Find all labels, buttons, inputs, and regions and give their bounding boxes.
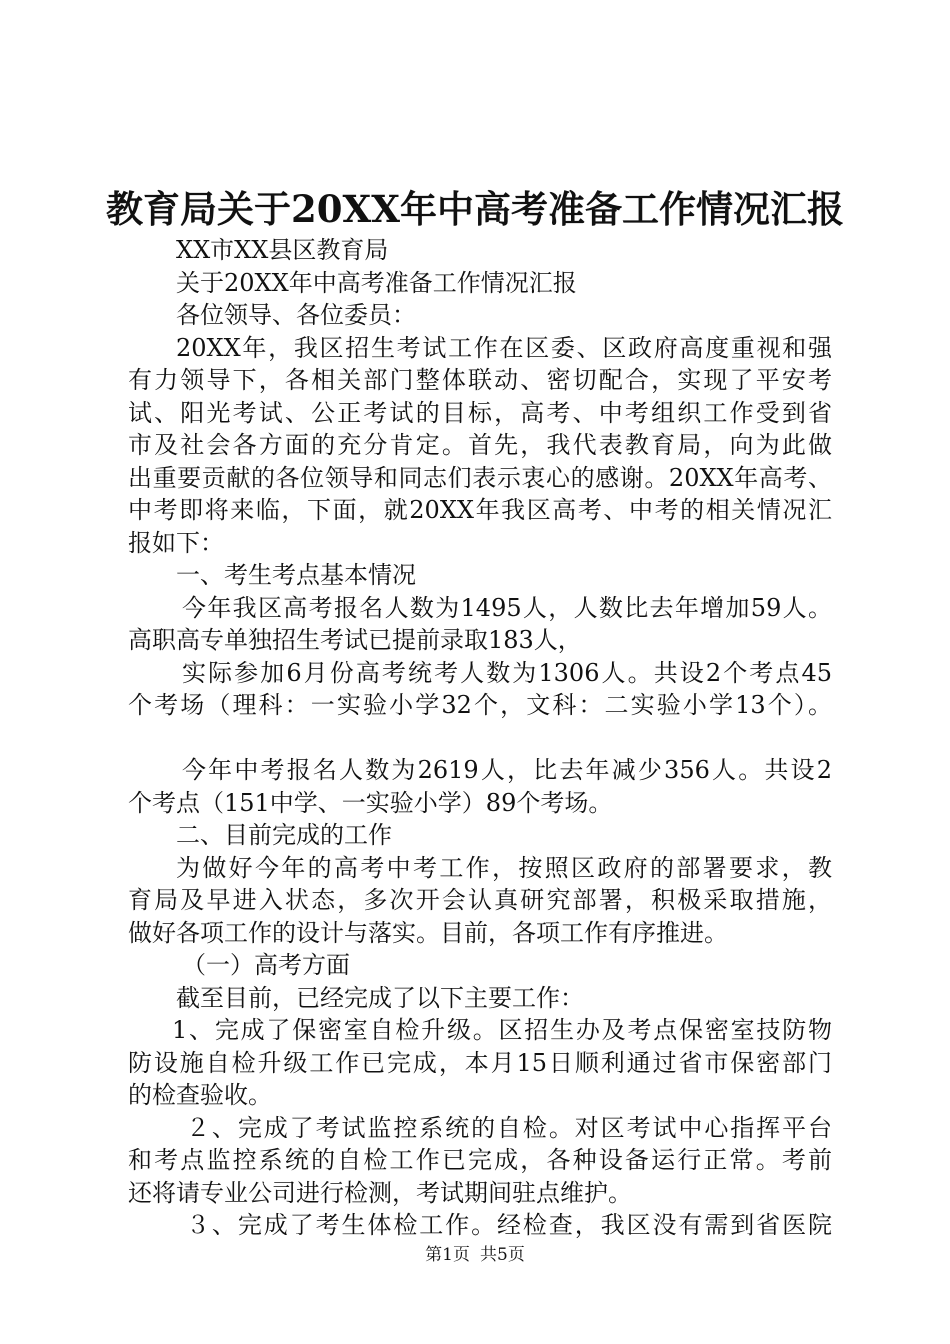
blank-line [128, 722, 832, 755]
text-line: 报如下： [128, 528, 224, 557]
text-line: 今年中考报名人数为2619人，比去年减少356人。共设2 [182, 756, 832, 784]
page-total: 共5页 [480, 1245, 525, 1265]
text-line: 的检查验收。 [128, 1081, 272, 1109]
salutation: 各位领导、各位委员： [176, 301, 416, 329]
text-line: 实际参加6月份高考统考人数为1306人。共设2个考点45 [182, 658, 832, 687]
text-line: 高职高专单独招生考试已提前录取183人， [128, 626, 582, 654]
text-line: 做好各项工作的设计与落实。目前，各项工作有序推进。 [128, 918, 728, 947]
text-line: 中考即将来临，下面，就20XX年我区高考、中考的相关情况汇 [128, 496, 832, 524]
text-line: ３、完成了考生体检工作。经检查，我区没有需到省医院 [186, 1211, 832, 1239]
text-line: 防设施自检升级工作已完成，本月15日顺利通过省市保密部门 [128, 1048, 832, 1077]
document-title: 教育局关于20XX年中高考准备工作情况汇报 [106, 187, 844, 231]
issuer-line: XX市XX县区教育局 [176, 236, 389, 264]
text-line: 为做好今年的高考中考工作，按照区政府的部署要求，教 [176, 853, 832, 882]
text-line: 今年我区高考报名人数为1495人，人数比去年增加59人。 [182, 593, 832, 622]
section-heading-1: 一、考生考点基本情况 [176, 561, 416, 589]
subsection-heading: （一）高考方面 [182, 951, 350, 979]
text-line: 1、完成了保密室自检升级。区招生办及考点保密室技防物 [172, 1016, 832, 1044]
text-line: 有力领导下，各相关部门整体联动、密切配合，实现了平安考 [128, 366, 832, 394]
text-line: 个考点（151中学、一实验小学）89个考场。 [128, 788, 613, 817]
text-line: 市及社会各方面的充分肯定。首先，我代表教育局，向为此做 [128, 431, 832, 459]
text-line: 育局及早进入状态，多次开会认真研究部署，积极采取措施， [128, 886, 832, 914]
text-line: 个考场（理科：一实验小学32个，文科：二实验小学13个）。 [128, 691, 832, 719]
section-heading-2: 二、目前完成的工作 [176, 821, 392, 849]
report-subtitle: 关于20XX年中高考准备工作情况汇报 [176, 268, 577, 297]
text-line: 截至目前，已经完成了以下主要工作： [176, 983, 584, 1012]
text-line: ２、完成了考试监控系统的自检。对区考试中心指挥平台 [186, 1113, 832, 1142]
text-line: 出重要贡献的各位领导和同志们表示衷心的感谢。20XX年高考、 [128, 463, 832, 492]
page-footer [0, 1243, 950, 1267]
text-line: 和考点监控系统的自检工作已完成，各种设备运行正常。考前 [128, 1146, 832, 1174]
text-line: 试、阳光考试、公正考试的目标，高考、中考组织工作受到省 [128, 398, 832, 427]
text-line: 还将请专业公司进行检测，考试期间驻点维护。 [128, 1178, 632, 1207]
text-line: 20XX年，我区招生考试工作在区委、区政府高度重视和强 [176, 333, 832, 362]
page-number: 第1页 [425, 1245, 470, 1265]
document-body [128, 234, 832, 1242]
